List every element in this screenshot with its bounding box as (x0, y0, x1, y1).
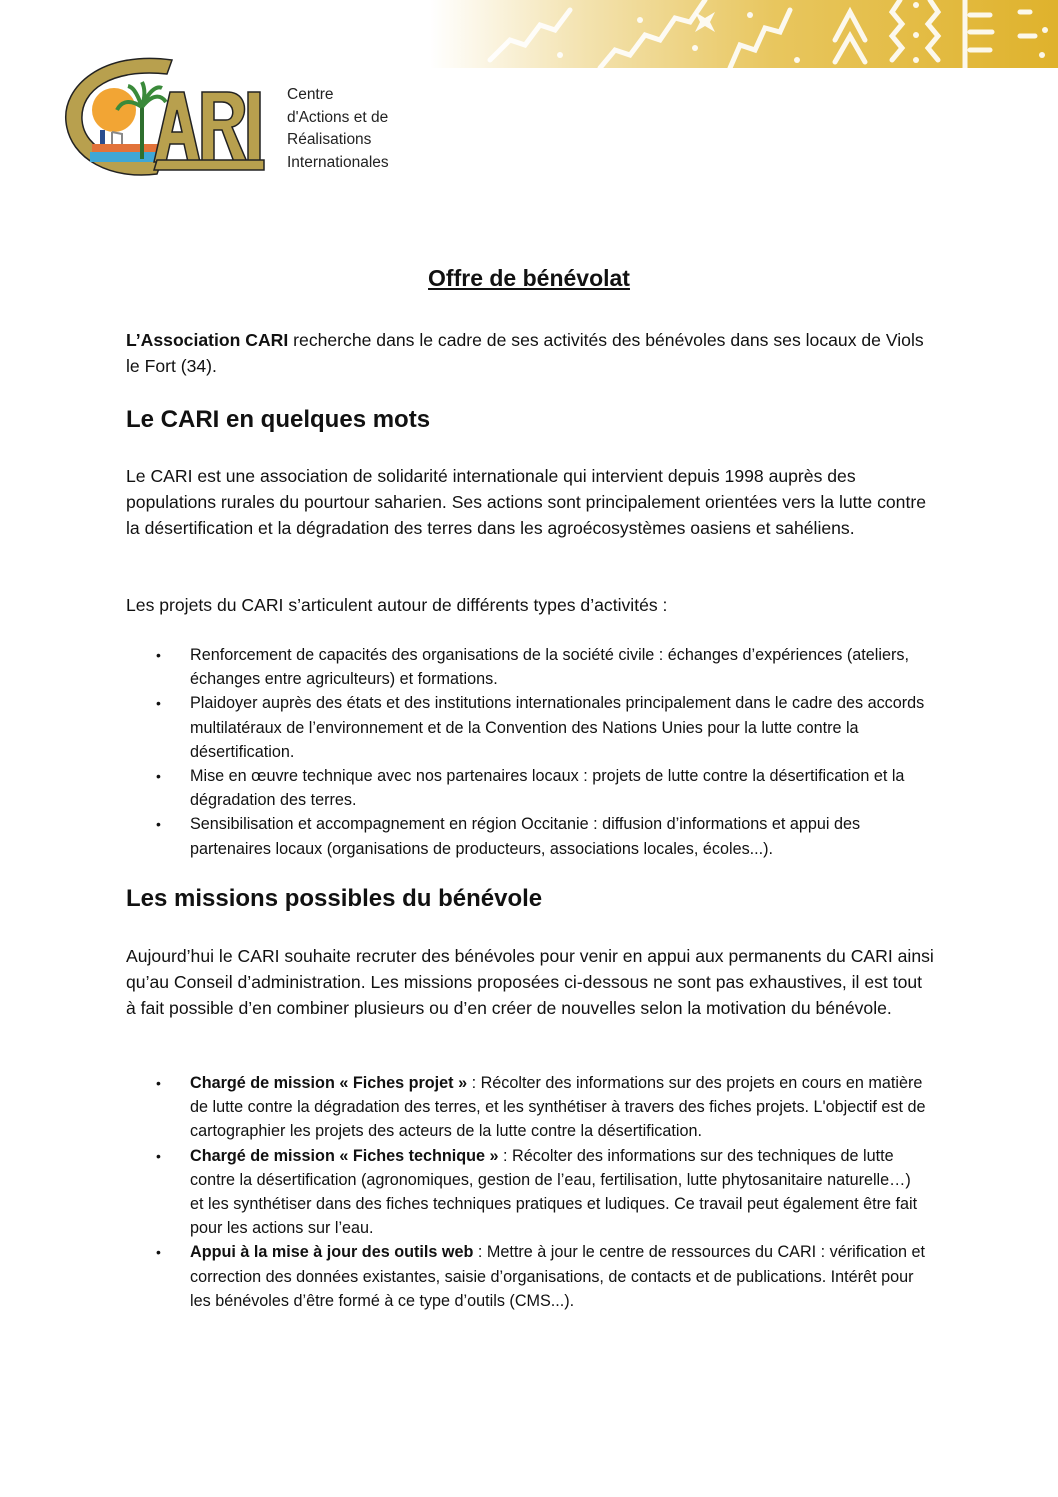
org-name-line: d'Actions et de (287, 108, 389, 126)
intro-bold: L’Association CARI (126, 330, 289, 350)
decorative-pattern-banner (430, 0, 1058, 68)
section-heading-cari: Le CARI en quelques mots (126, 406, 431, 433)
activities-list (126, 643, 926, 861)
bullet-icon: • (156, 816, 161, 833)
page-title: Offre de bénévolat (428, 265, 630, 291)
cari-logo (62, 52, 267, 182)
bullet-icon: • (156, 1244, 161, 1261)
intro-paragraph (126, 327, 936, 379)
intro-text: recherche dans le cadre de ses activités des bénévoles dans ses locaux de Viols le Fort (34). (126, 330, 924, 376)
list-item: • Appui à la mise à jour des outils web : Mettre à jour le centre de ressources du CARI : vérification et correction des données existantes, saisie d’organisations, de contacts et de publications. Intérêt pour les bénévoles d’être formé à ce type d’outils (CMS...). (126, 1240, 926, 1313)
org-name-line: Réalisations (287, 131, 372, 148)
list-item: • Sensibilisation et accompagnement en région Occitanie : diffusion d’informations et appui des partenaires locaux (organisations de producteurs, associations locales, écoles...). (126, 812, 926, 860)
organization-name (287, 84, 389, 174)
bullet-icon: • (156, 768, 161, 785)
activities-intro-paragraph: Les projets du CARI s’articulent autour de différents types d’activités : (126, 595, 668, 615)
bullet-icon: • (156, 1075, 161, 1091)
tribal-pattern-icon (430, 0, 1058, 68)
list-item: • Renforcement de capacités des organisations de la société civile : échanges d’expériences (ateliers, échanges entre agriculteurs) et formations. (126, 643, 926, 691)
list-item: • Mise en œuvre technique avec nos partenaires locaux : projets de lutte contre la désertification et la dégradation des terres. (126, 764, 926, 812)
missions-list (126, 1071, 926, 1313)
list-item: • Chargé de mission « Fiches projet » : Récolter des informations sur des projets en cours en matière de lutte contre la dégradation des terres, et les synthétiser à travers des fiches projets. L'objectif est de cartographier les projets des acteurs de la lutte contre la désertification. (126, 1071, 926, 1144)
bullet-icon: • (156, 647, 161, 663)
section-heading-missions: Les missions possibles du bénévole (126, 885, 543, 912)
list-item: • Chargé de mission « Fiches technique » : Récolter des informations sur des techniques de lutte contre la désertification (agronomiques, gestion de l’eau, fertilisation, lutte phytosanitaire naturelle…) et les synthétiser dans des fiches techniques pratiques et ludiques. Ce travail peut également être fait pour les actions sur l’eau. (126, 1144, 926, 1241)
bullet-icon: • (156, 1147, 161, 1164)
bullet-icon: • (156, 695, 161, 712)
cari-description-paragraph: Le CARI est une association de solidarité internationale qui intervient depuis 1998 auprès des populations rurales du pourtour saharien. Ses actions sont principalement orientées vers la lutte contre la désertification et la dégradation des terres dans les agroécosystèmes oasiens et sahéliens. (126, 466, 926, 538)
org-name-line: Centre (287, 86, 334, 103)
org-name-line: Internationales (287, 153, 389, 171)
missions-intro-paragraph: Aujourd’hui le CARI souhaite recruter des bénévoles pour venir en appui aux permanents du CARI ainsi qu’au Conseil d’administration. Les missions proposées ci-dessous ne sont pas exhaustives, il est tout à fait possible d’en combiner plusieurs ou d’en créer de nouvelles selon la motivation du bénévole. (126, 946, 934, 1018)
list-item: • Plaidoyer auprès des états et des institutions internationales principalement dans le cadre des accords multilatéraux de l’environnement et de la Convention des Nations Unies pour la lutte contre la désertification. (126, 691, 926, 764)
